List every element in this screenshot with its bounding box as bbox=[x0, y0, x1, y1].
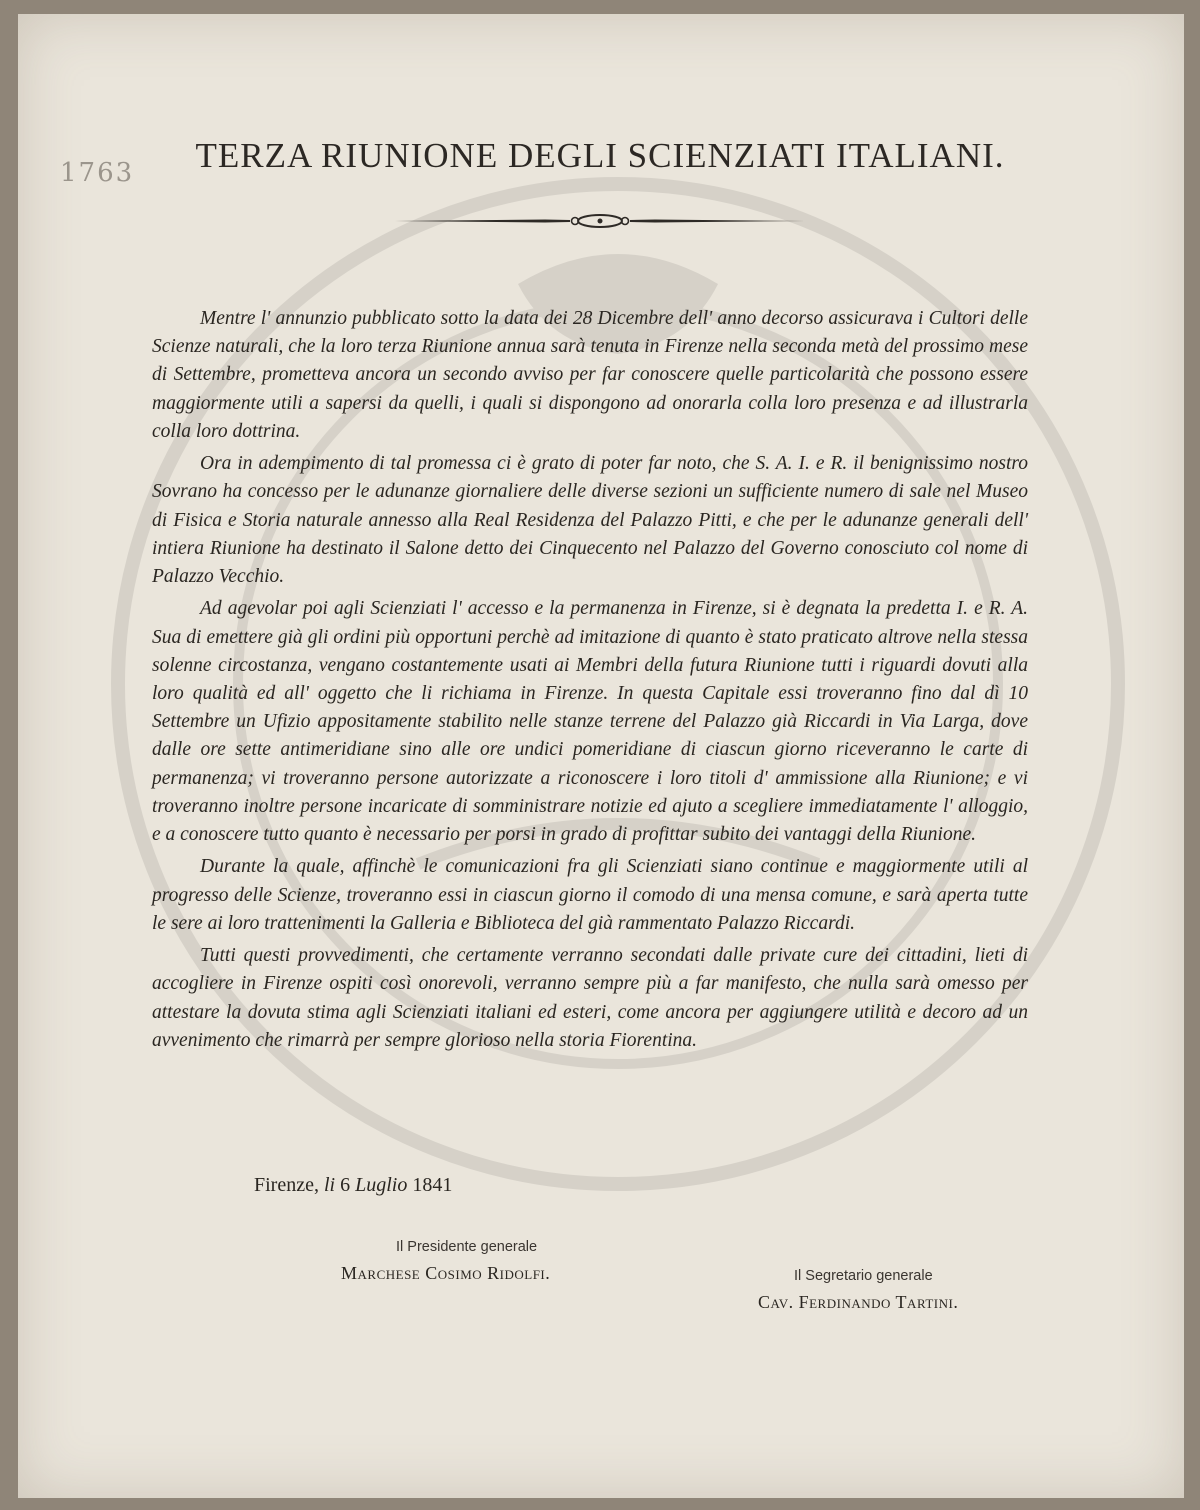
dateline bbox=[254, 1174, 452, 1197]
document-title: TERZA RIUNIONE DEGLI SCIENZIATI ITALIANI. bbox=[195, 136, 1005, 175]
paragraph-2: Ora in adempimento di tal promessa ci è grato di poter far noto, che S. A. I. e R. il benignissimo nostro Sovrano ha concesso per le adunanze giornaliere delle diverse sezioni un sufficiente numero di sale nel Museo di Fisica e Storia naturale annesso alla Real Residenza del Palazzo Pitti, e che per le adunanze generali dell' intiera Riunione ha destinato il Salone detto dei Cinquecento nel Palazzo del Governo conosciuto col nome di Palazzo Vecchio. bbox=[152, 453, 1028, 588]
president-name: Marchese Cosimo Ridolfi. bbox=[341, 1263, 551, 1283]
president-role: Il Presidente generale bbox=[396, 1239, 538, 1255]
shelf-mark-number: 1763 bbox=[60, 158, 135, 188]
date-day: 6 bbox=[340, 1174, 351, 1196]
date-month: Luglio bbox=[355, 1174, 408, 1196]
title-ornament-divider bbox=[395, 208, 805, 234]
paragraph-1: Mentre l' annunzio pubblicato sotto la data dei 28 Dicembre dell' anno decorso assicurava i Cultori delle Scienze naturali, che la loro terza Riunione annua sarà tenuta in Firenze nella seconda metà del prossimo mese di Settembre, prometteva ancora un secondo avviso per far conoscere quelle particolarità che possono essere maggiormente utili a sapersi da quelli, i quali si dispongono ad onorarla colla loro presenza e ad illustrarla colla loro dottrina. bbox=[152, 308, 1028, 442]
secretary-name: Cav. Ferdinando Tartini. bbox=[758, 1292, 959, 1312]
paragraph-5: Tutti questi provvedimenti, che certamente verranno secondati dalle private cure dei cittadini, lieti di accogliere in Firenze ospiti così onorevoli, verranno sempre più a far manifesto, che nulla sarà omesso per attestare la dovuta stima agli Scienziati italiani ed esteri, come ancora per aggiungere utilità e decoro ad un avvenimento che rimarrà per sempre glorioso nella storia Fiorentina. bbox=[152, 945, 1028, 1051]
secretary-role: Il Segretario generale bbox=[794, 1268, 933, 1284]
date-place: Firenze, bbox=[254, 1174, 319, 1196]
date-li: li bbox=[323, 1174, 336, 1196]
notice-body bbox=[152, 305, 1028, 1059]
date-year: 1841 bbox=[412, 1174, 453, 1196]
paragraph-3: Ad agevolar poi agli Scienziati l' accesso e la permanenza in Firenze, si è degnata la predetta I. e R. A. Sua di emettere già gli ordini più opportuni perchè ad imitazione di quanto è stato praticato altrove nella stessa solenne circostanza, vengano costantemente usati ai Membri della futura Riunione tutti i riguardi dovuti alla loro qualità ed all' oggetto che li richiama in Firenze. In questa Capitale essi troveranno fino dal dì 10 Settembre un Ufizio appositamente stabilito nelle stanze terrene del Palazzo già Riccardi in Via Larga, dove dalle ore sette antimeridiane sino alle ore undici pomeridiane di ciascun giorno riceveranno le carte di permanenza; vi troveranno persone autorizzate a riconoscere i loro titoli d' ammissione alla Riunione; e vi troveranno inoltre persone incaricate di somministrare notizie ed ajuto a scegliere immediatamente l' alloggio, e a conoscere tutto quanto è necessario per porsi in grado di profittar subito dei vantaggi della Riunione. bbox=[152, 598, 1028, 846]
paragraph-4: Durante la quale, affinchè le comunicazioni fra gli Scienziati siano continue e maggiormente utili al progresso delle Scienze, troveranno essi in ciascun giorno il comodo di una mensa comune, e sarà aperta tutte le sere ai loro trattenimenti la Galleria e Biblioteca del già rammentato Palazzo Riccardi. bbox=[152, 856, 1028, 934]
